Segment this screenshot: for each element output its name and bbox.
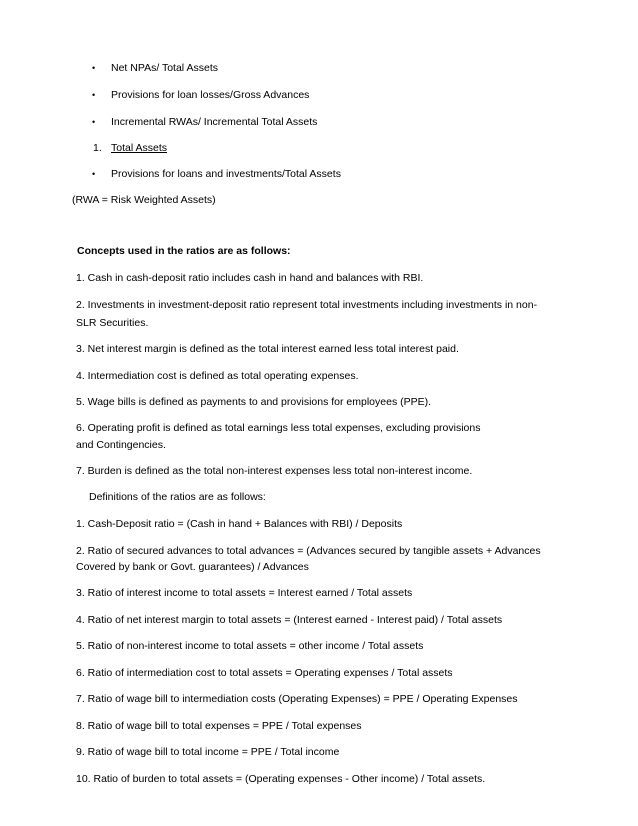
definition-item-6: 6. Ratio of intermediation cost to total assets = Operating expenses / Total assets xyxy=(76,667,453,679)
list-item: Total Assets xyxy=(111,142,168,154)
concept-item-1: 1. Cash in cash-deposit ratio includes cash in hand and balances with RBI. xyxy=(76,272,424,284)
concept-item-2-cont: SLR Securities. xyxy=(76,317,149,329)
number-marker: 1. xyxy=(93,142,102,154)
concept-item-5: 5. Wage bills is defined as payments to and provisions for employees (PPE). xyxy=(76,396,432,408)
list-item: Provisions for loans and investments/Total Assets xyxy=(111,168,341,180)
bullet-marker: • xyxy=(92,63,96,73)
definition-item-8: 8. Ratio of wage bill to total expenses = PPE / Total expenses xyxy=(76,720,362,732)
concept-item-6-cont: and Contingencies. xyxy=(76,439,166,451)
list-item: Net NPAs/ Total Assets xyxy=(111,62,218,74)
list-item: Provisions for loan losses/Gross Advances xyxy=(111,89,310,101)
list-item: Incremental RWAs/ Incremental Total Assets xyxy=(111,116,318,128)
concepts-heading: Concepts used in the ratios are as follows: xyxy=(77,245,291,257)
definition-item-10: 10. Ratio of burden to total assets = (Operating expenses - Other income) / Total assets. xyxy=(76,773,486,785)
concept-item-4: 4. Intermediation cost is defined as total operating expenses. xyxy=(76,370,359,382)
bullet-marker: • xyxy=(92,169,96,179)
definition-item-4: 4. Ratio of net interest margin to total assets = (Interest earned - Interest paid) / Total assets xyxy=(76,614,503,626)
definition-item-2-cont: Covered by bank or Govt. guarantees) / Advances xyxy=(76,561,309,573)
concept-item-2: 2. Investments in investment-deposit ratio represent total investments including investments in non- xyxy=(76,299,538,311)
concept-item-3: 3. Net interest margin is defined as the total interest earned less total interest paid. xyxy=(76,343,459,355)
definition-item-3: 3. Ratio of interest income to total assets = Interest earned / Total assets xyxy=(76,587,413,599)
concept-item-7: 7. Burden is defined as the total non-interest expenses less total non-interest income. xyxy=(76,465,473,477)
definition-item-2: 2. Ratio of secured advances to total advances = (Advances secured by tangible assets + Advances xyxy=(76,545,541,557)
bullet-marker: • xyxy=(92,117,96,127)
rwa-note: (RWA = Risk Weighted Assets) xyxy=(72,194,216,206)
bullet-marker: • xyxy=(92,90,96,100)
definition-item-7: 7. Ratio of wage bill to intermediation costs (Operating Expenses) = PPE / Operating Expenses xyxy=(76,693,518,705)
definitions-heading: Definitions of the ratios are as follows: xyxy=(89,491,266,503)
definition-item-9: 9. Ratio of wage bill to total income = PPE / Total income xyxy=(76,746,340,758)
definition-item-1: 1. Cash-Deposit ratio = (Cash in hand + Balances with RBI) / Deposits xyxy=(76,518,403,530)
definition-item-5: 5. Ratio of non-interest income to total assets = other income / Total assets xyxy=(76,640,424,652)
concept-item-6: 6. Operating profit is defined as total earnings less total expenses, excluding provisions xyxy=(76,422,481,434)
